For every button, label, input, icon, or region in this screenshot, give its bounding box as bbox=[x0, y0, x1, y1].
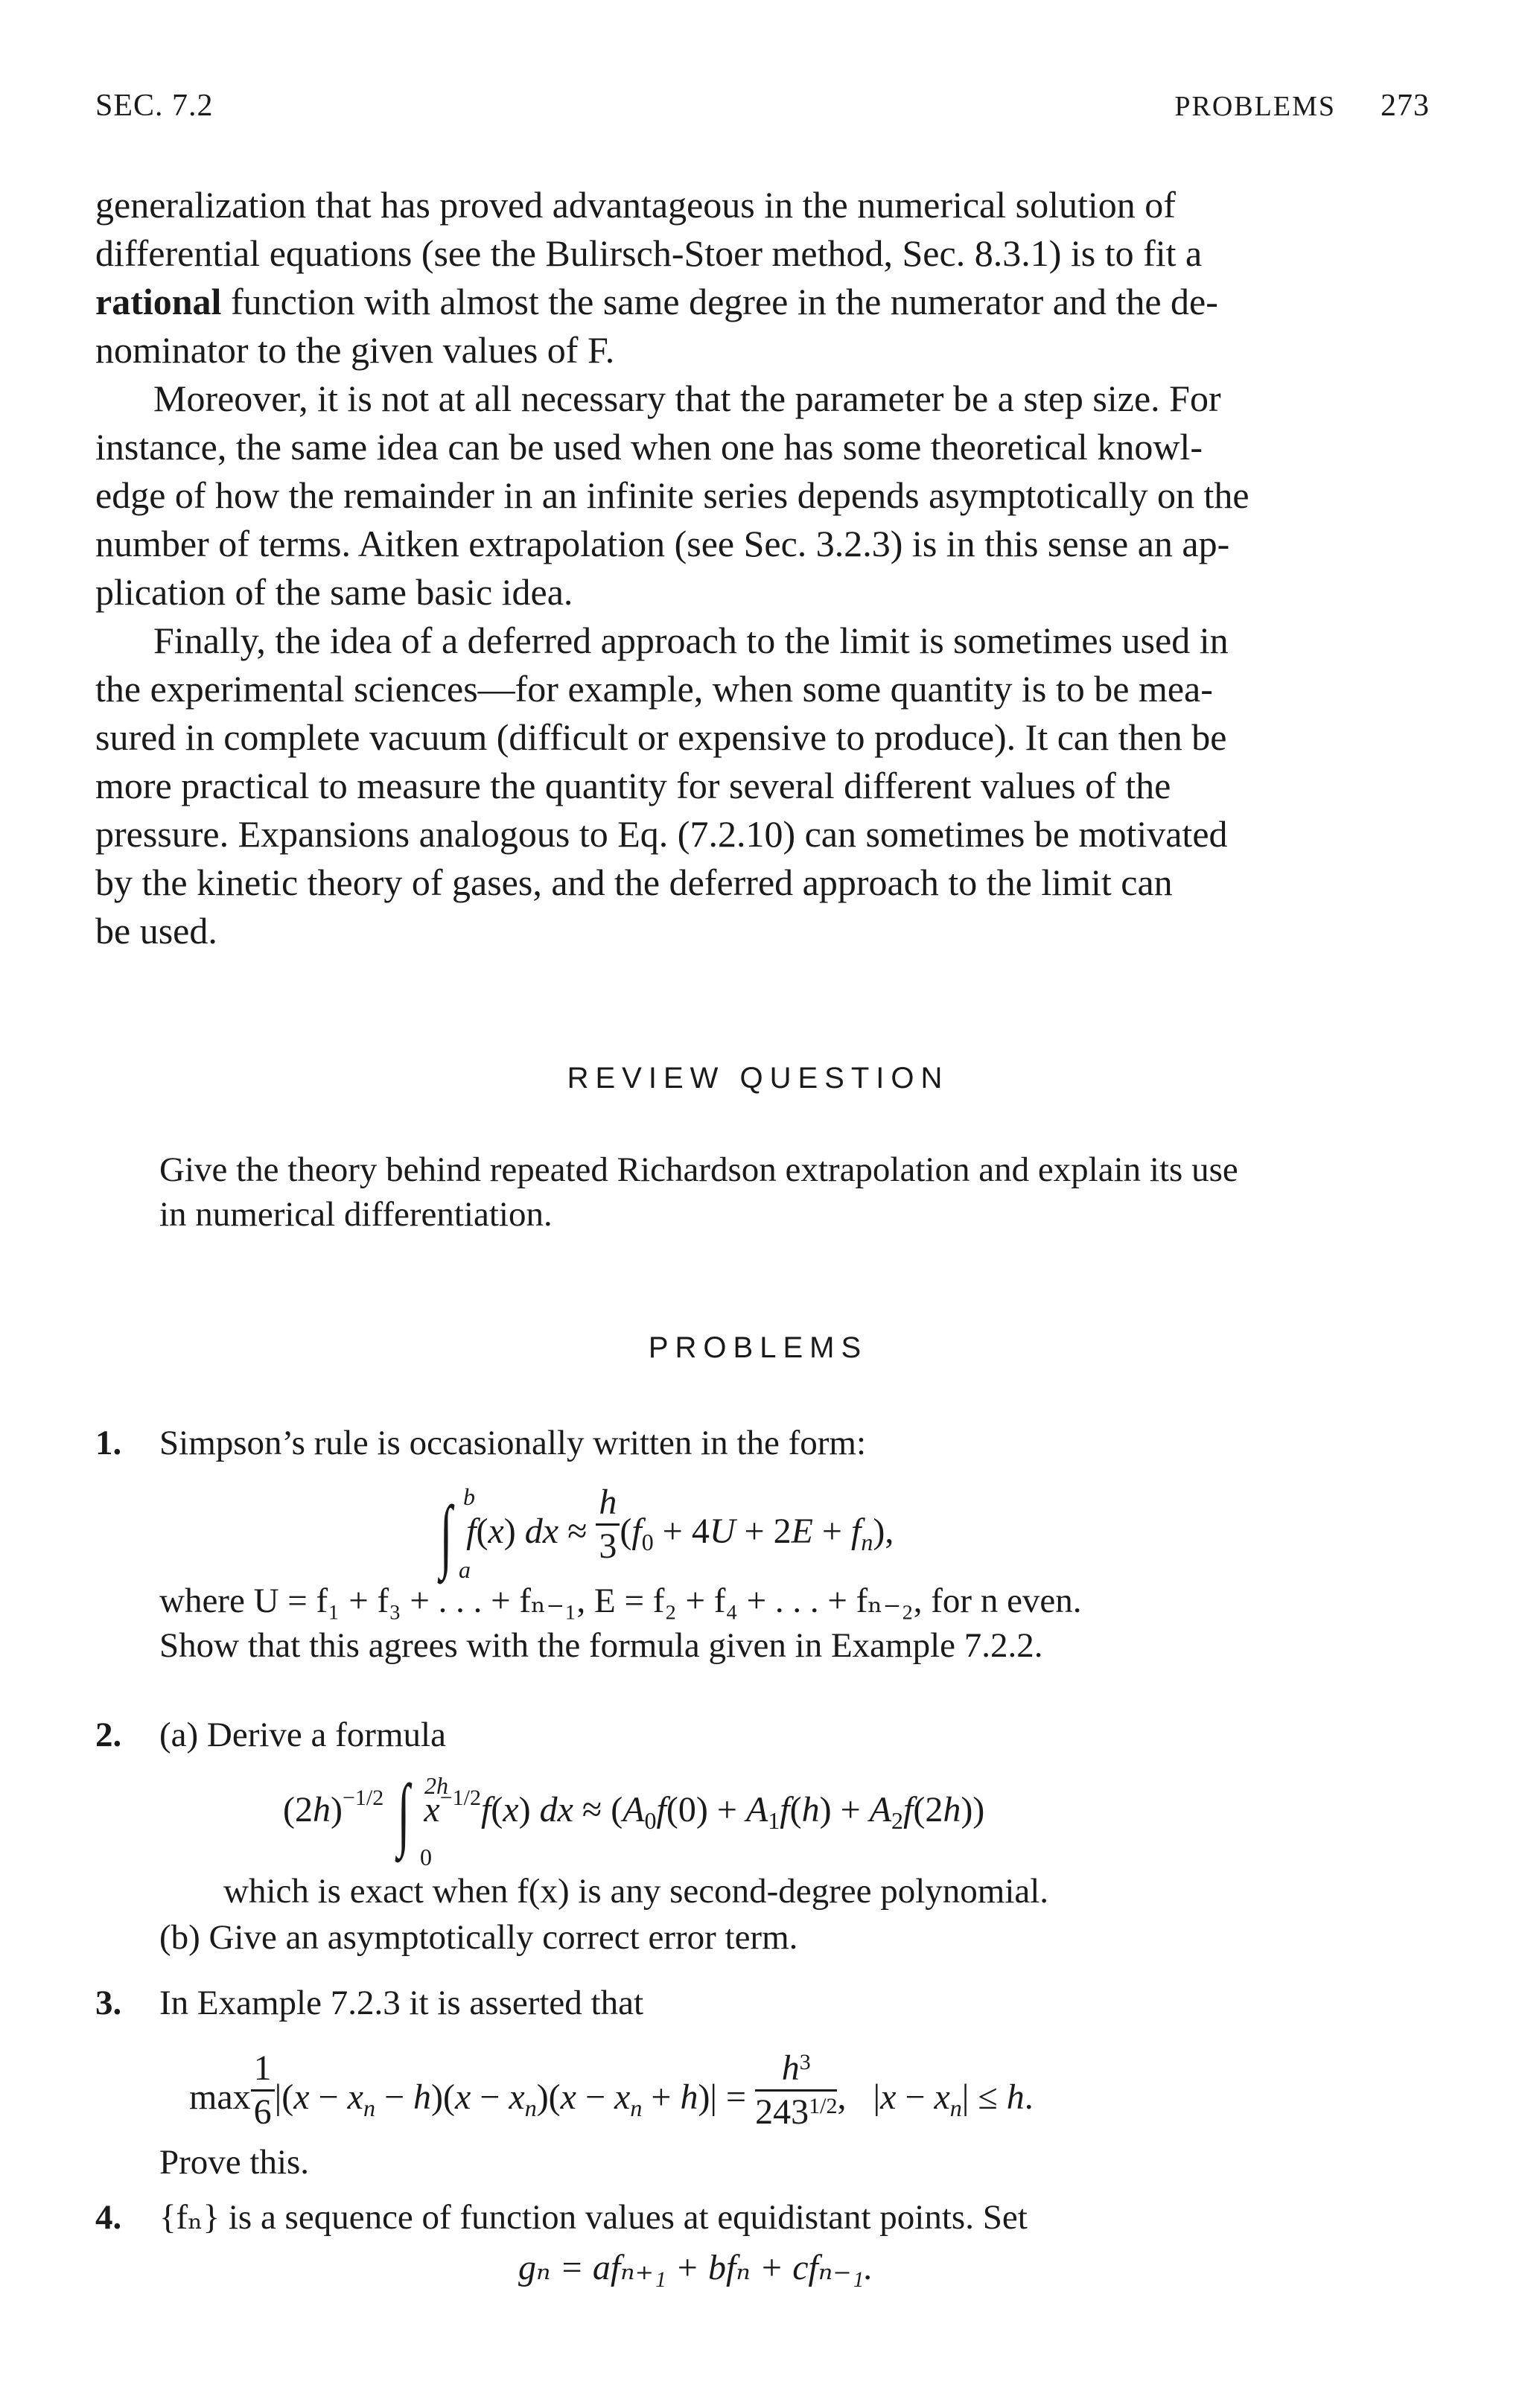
problem-number: 2. bbox=[95, 1716, 122, 1754]
text-line: be used. bbox=[95, 910, 217, 952]
simpson-formula: ∫ b a f(x) dx ≈ $\frac{h}{3}$ $(f_0 + 4U + 2E + f_n)$, bbox=[439, 1482, 894, 1583]
text-line: instance, the same idea can be used when one has some theoretical knowl- bbox=[95, 426, 1203, 468]
text-line: generalization that has proved advantageous in the numerical solution of bbox=[95, 184, 1176, 226]
problem-text: Simpson’s rule is occasionally written in the form: bbox=[159, 1424, 866, 1462]
problem-text: (a) Derive a formula bbox=[159, 1716, 446, 1754]
text-line: Give the theory behind repeated Richardson extrapolation and explain its use bbox=[159, 1150, 1238, 1189]
problem-text: which is exact when f(x) is any second-degree polynomial. bbox=[223, 1872, 1049, 1911]
text-line: nominator to the given values of F. bbox=[95, 329, 615, 371]
paragraph-3 bbox=[95, 617, 1421, 955]
running-header-section: SEC. 7.2 bbox=[95, 89, 214, 123]
running-header-right bbox=[1174, 88, 1430, 124]
weighted-formula: $(2h)^{-1/2}$ ∫ 2h 0 $x^{-1/2}f(x)$ dx ≈ $(A_0f(0) + A_1f(h) + A_2f(2h))$ bbox=[283, 1768, 985, 1870]
review-question-text bbox=[159, 1147, 1425, 1237]
text-line: Moreover, it is not at all necessary that the parameter be a step size. For bbox=[153, 378, 1221, 419]
text-line: plication of the same basic idea. bbox=[95, 571, 573, 613]
paragraph-1 bbox=[95, 181, 1421, 375]
review-question-heading: REVIEW QUESTION bbox=[567, 1062, 949, 1095]
problem-text: Prove this. bbox=[159, 2143, 310, 2182]
problem-text: where U = f₁ + f₃ + . . . + fₙ₋₁, E = f₂ + f₄ + . . . + fₙ₋₂, for n even. bbox=[159, 1582, 1082, 1620]
problem-text: (b) Give an asymptotically correct error term. bbox=[159, 1918, 798, 1957]
paragraph-2 bbox=[95, 375, 1421, 617]
running-header-title: PROBLEMS bbox=[1174, 91, 1336, 122]
body-text bbox=[95, 181, 1421, 955]
text-line: pressure. Expansions analogous to Eq. (7.2.10) can sometimes be motivated bbox=[95, 813, 1228, 855]
text-line: differential equations (see the Bulirsch-Stoer method, Sec. 8.3.1) is to fit a bbox=[95, 232, 1203, 274]
text-line: sured in complete vacuum (difficult or expensive to produce). It can then be bbox=[95, 716, 1227, 758]
text-line: Finally, the idea of a deferred approach to the limit is sometimes used in bbox=[153, 619, 1229, 661]
problem-number: 3. bbox=[95, 1984, 122, 2022]
recurrence-equation: gₙ = afₙ₊₁ + bfₙ + cfₙ₋₁. bbox=[518, 2248, 873, 2287]
text-line: in numerical differentiation. bbox=[159, 1195, 553, 1234]
problem-text: In Example 7.2.3 it is asserted that bbox=[159, 1984, 644, 2022]
problem-text: Show that this agrees with the formula given in Example 7.2.2. bbox=[159, 1626, 1043, 1665]
text-line: rational function with almost the same degree in the numerator and the de- bbox=[95, 281, 1218, 322]
problems-heading: PROBLEMS bbox=[648, 1331, 868, 1364]
text-line: by the kinetic theory of gases, and the deferred approach to the limit can bbox=[95, 861, 1173, 903]
problem-number: 4. bbox=[95, 2198, 122, 2237]
text-line: number of terms. Aitken extrapolation (see Sec. 3.2.3) is in this sense an ap- bbox=[95, 523, 1230, 564]
text-line: more practical to measure the quantity for several different values of the bbox=[95, 765, 1171, 806]
page-number: 273 bbox=[1381, 89, 1430, 123]
max-identity: max $\frac{1}{6}$ $|(x - x_n - h)(x - x_n)(x - x_n + h)|$ = $\frac{h^3}{243^{1/2}}$ , $|x - x_n| \le h$. bbox=[189, 2048, 1034, 2132]
problem-number: 1. bbox=[95, 1424, 122, 1462]
problem-text: {fₙ} is a sequence of function values at equidistant points. Set bbox=[159, 2198, 1028, 2237]
text-line: the experimental sciences—for example, when some quantity is to be mea- bbox=[95, 668, 1213, 710]
text-line: edge of how the remainder in an infinite series depends asymptotically on the bbox=[95, 474, 1249, 516]
